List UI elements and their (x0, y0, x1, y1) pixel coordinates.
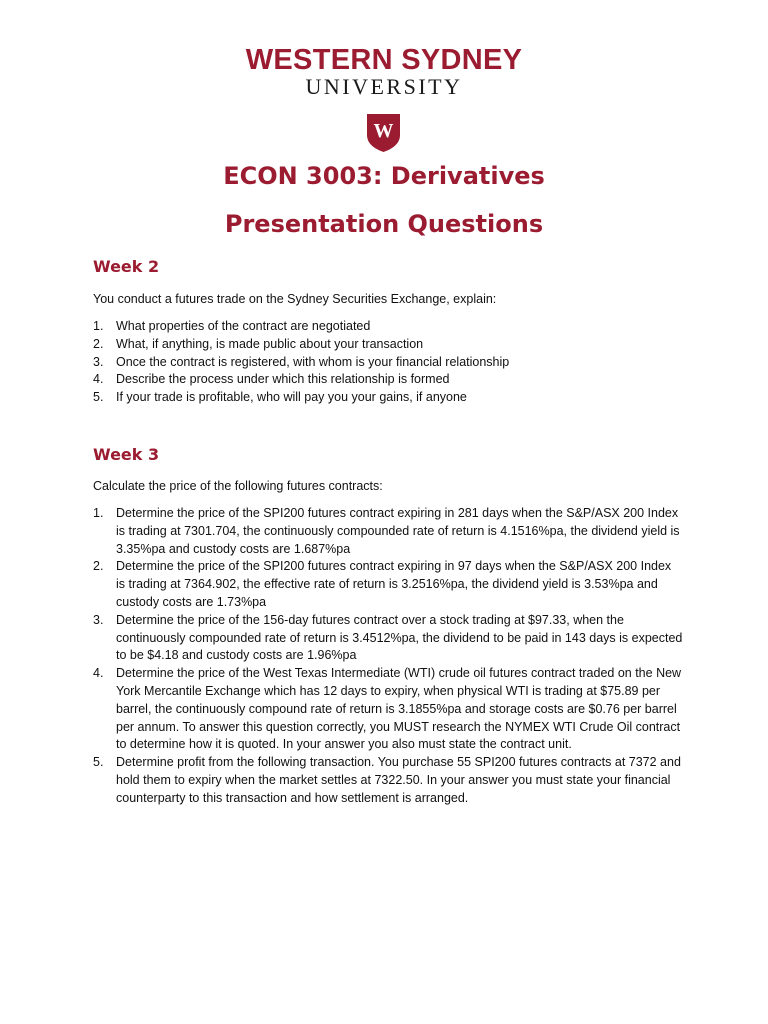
list-item: 3. Determine the price of the 156-day futures contract over a stock trading at $97.33, when the continuously compounded rate of return is 3.4512%pa, the dividend to be paid in 143 days is expected to be $4.18 and custody costs are 1.96%pa (93, 612, 683, 663)
document-title: Presentation Questions (224, 210, 544, 238)
list-item: 4. Describe the process under which this relationship is formed (93, 372, 450, 387)
list-item: 5. If your trade is profitable, who will pay you your gains, if anyone (93, 390, 467, 405)
logo-wordmark-western-sydney: WESTERN SYDNEY (245, 44, 523, 76)
week-3-heading: Week 3 (93, 445, 160, 464)
list-item: 3. Once the contract is registered, with whom is your financial relationship (93, 354, 510, 369)
list-item: 4. Determine the price of the West Texas Intermediate (WTI) crude oil futures contract traded on the New York Mercantile Exchange which has 12 days to expiry, when physical WTI is trading at $75.89 per barrel, the continuously compound rate of return is 3.1855%pa and storage costs are $0.76 per barrel per annum. To answer this question correctly, you MUST research the NYMEX WTI Crude Oil contract to determine how it is quoted. In your answer you also must state the contract unit. (93, 666, 682, 752)
shield-icon (366, 113, 401, 153)
week-2-heading: Week 2 (93, 257, 160, 276)
shield-letter: W (373, 120, 394, 142)
list-item: 2. What, if anything, is made public about your transaction (93, 336, 424, 351)
list-item: 2. Determine the price of the SPI200 futures contract expiring in 97 days when the S&P/ASX 200 Index is trading at 7364.902, the effective rate of return is 3.2516%pa, the dividend yield is 3.53%pa and custody costs are 1.73%pa (93, 559, 672, 609)
week-3-intro: Calculate the price of the following futures contracts: (93, 479, 383, 493)
university-logo (0, 42, 768, 98)
list-item: 5. Determine profit from the following transaction. You purchase 55 SPI200 futures contracts at 7372 and hold them to expiry when the market settles at 7322.50. In your answer you must state your financial counterparty to this transaction and how settlement is arranged. (93, 755, 681, 805)
week-2-intro: You conduct a futures trade on the Sydney Securities Exchange, explain: (93, 292, 497, 306)
list-item: 1. What properties of the contract are negotiated (93, 319, 371, 333)
list-item: 1. Determine the price of the SPI200 futures contract expiring in 281 days when the S&P/ASX 200 Index is trading at 7301.704, the continuously compounded rate of return is 4.1516%pa, the dividend yield is 3.35%pa and custody costs are 1.687%pa (93, 506, 680, 556)
week-2-question-list (93, 318, 683, 407)
logo-wordmark-university: UNIVERSITY (305, 74, 463, 99)
course-title: ECON 3003: Derivatives (223, 162, 545, 190)
week-3-question-list (93, 505, 683, 808)
